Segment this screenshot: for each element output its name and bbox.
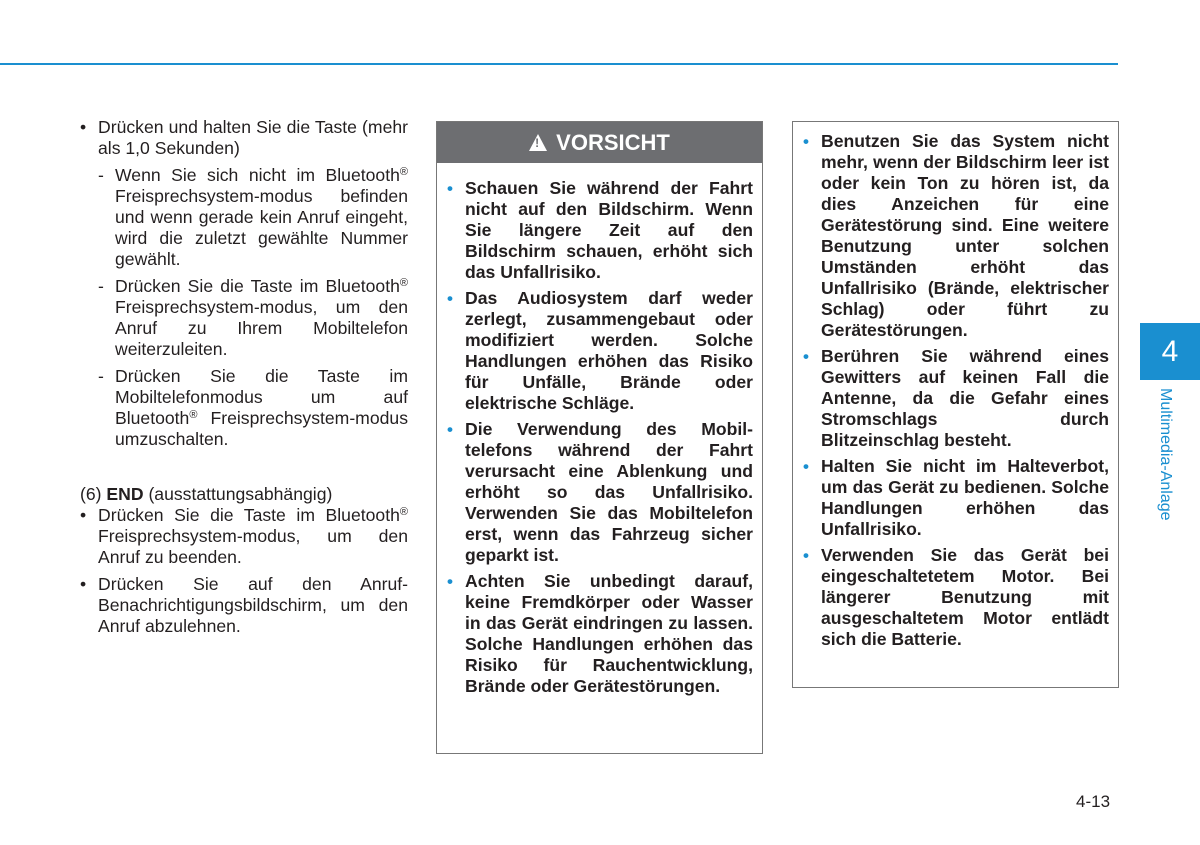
registered-mark: ® (399, 166, 408, 178)
dash-marker: - (98, 165, 104, 185)
caution-list (447, 178, 753, 702)
sub-list-item (80, 366, 408, 450)
item-text: Wenn Sie sich nicht im Bluetooth (115, 165, 400, 185)
dash-marker: - (98, 276, 104, 296)
registered-mark: ® (399, 277, 408, 289)
list-item: • Das Audiosystem darf weder zerlegt, zusammengebaut oder modifiziert werden. Solche Handlungen erhöhen das Risiko für Unfälle, Brände oder elektrische Schläge. (447, 288, 753, 413)
item-text: Freisprechsystem-modus, um den Anruf zu beenden. (98, 526, 408, 567)
item-text: Freisprechsystem-modus, um den Anruf zu Ihrem Mobiltelefon weiterzuleiten. (115, 297, 408, 359)
item-text: Freisprechsystem-modus umzuschalten. (115, 408, 408, 449)
item-text: Drücken Sie die Taste im Bluetooth (115, 276, 400, 296)
warning-icon (529, 134, 547, 151)
bullet-marker: • (447, 572, 453, 591)
dash-marker: - (98, 366, 104, 386)
list-item (80, 117, 408, 159)
item-text: Drücken Sie die Taste im Mobiltelefonmodus um auf Bluetooth (115, 366, 408, 428)
list-item: • Achten Sie unbedingt darauf, keine Fremdkörper oder Wasser in das Gerät eindringen zu lassen. Solche Handlungen erhöhen das Risiko für Rauchentwicklung, Brände oder Gerätestörungen. (447, 571, 753, 696)
sub-list-item (80, 276, 408, 360)
instructions-column (80, 117, 408, 643)
bullet-marker: • (803, 347, 809, 366)
sub-list-item (80, 165, 408, 270)
list-item (80, 505, 408, 568)
item-6-heading: (6) END (ausstattungsabhängig) (80, 484, 333, 504)
bullet-marker: • (803, 546, 809, 565)
bullet-marker: • (80, 574, 87, 594)
list-item: • Verwenden Sie das Gerät bei eingeschaltetetem Motor. Bei längerer Benutzung mit ausgeschaltetem Motor entlädt sich die Batterie. (803, 545, 1109, 649)
caution-continuation-box (792, 121, 1119, 688)
bullet-marker: • (80, 505, 87, 525)
page-number: 4-13 (1076, 792, 1111, 811)
item-text: Drücken Sie die Taste im Bluetooth (98, 505, 400, 525)
bullet-marker: • (447, 179, 453, 198)
bullet-marker: • (447, 420, 453, 439)
list-item: • Die Verwendung des Mobil-telefons während der Fahrt verursacht eine Ablenkung und erhöht so das Unfallrisiko. Verwenden Sie das Mobiltelefon erst, wenn das Fahrzeug sicher geparkt ist. (447, 419, 753, 565)
chapter-label: Multimedia-Anlage (1157, 388, 1174, 521)
list-item (80, 574, 408, 637)
list-item: • Halten Sie nicht im Halteverbot, um das Gerät zu bedienen. Solche Handlungen erhöhen das Unfallrisiko. (803, 456, 1109, 539)
chapter-tab: 4 (1140, 323, 1200, 380)
list-item: • Benutzen Sie das System nicht mehr, wenn der Bildschirm leer ist oder kein Ton zu hören ist, da dies Anzeichen für eine Gerätestörung sind. Eine weitere Benutzung unter solchen Umständen erhöht das Unfallrisiko (Brände, elektrischer Schlag) oder führt zu Gerätestörungen. (803, 131, 1109, 340)
bullet-marker: • (803, 457, 809, 476)
list-item: • Berühren Sie während eines Gewitters auf keinen Fall die Antenne, da die Gefahr eines Stromschlags durch Blitzeinschlag besteht. (803, 346, 1109, 450)
registered-mark: ® (189, 409, 198, 421)
caution-box (436, 121, 763, 754)
bullet-marker: • (803, 132, 809, 151)
caution-header (437, 122, 762, 163)
list-item: • Schauen Sie während der Fahrt nicht auf den Bildschirm. Wenn Sie längere Zeit auf den Bildschirm schauen, erhöht sich das Unfallrisiko. (447, 178, 753, 282)
bullet-marker: • (80, 117, 87, 137)
item-text: Freisprechsystem-modus befinden und wenn gerade kein Anruf eingeht, wird die zuletzt gewählte Nummer gewählt. (115, 186, 408, 269)
registered-mark: ® (399, 506, 408, 518)
item-text: Drücken Sie auf den Anruf-Benachrichtigungsbildschirm, um den Anruf abzulehnen. (98, 574, 408, 636)
top-rule (0, 63, 1118, 65)
end-key: END (106, 484, 144, 504)
item-text: Drücken und halten Sie die Taste (mehr als 1,0 Sekunden) (98, 117, 408, 158)
caution-title: VORSICHT (556, 129, 670, 155)
bullet-marker: • (447, 289, 453, 308)
caution-list (803, 131, 1109, 655)
